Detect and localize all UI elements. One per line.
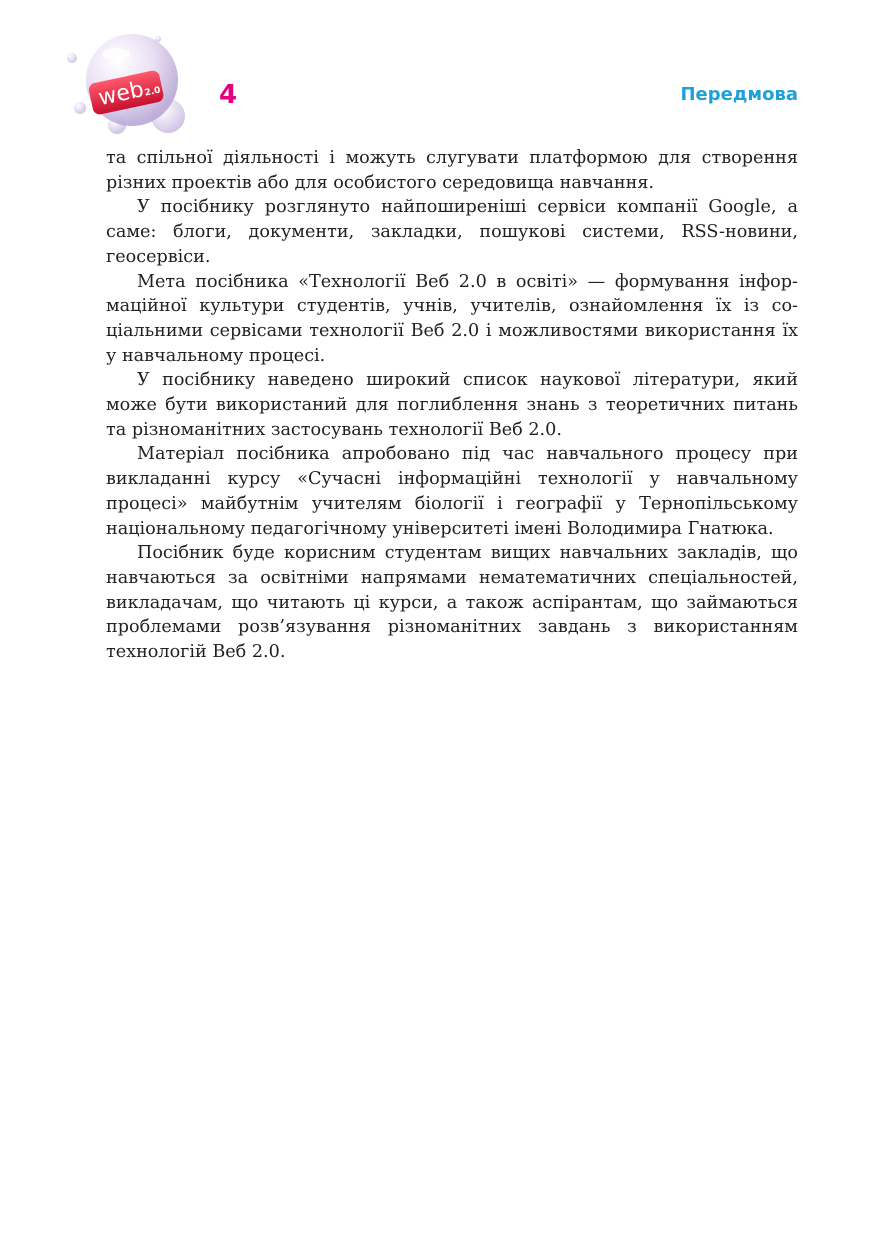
paragraph: Посібник буде корисним студентам вищих навчальних закладів, що навчаються за освітніми напрямами нематематичних спеціальностей, викладачам, що читають ці курси, а також аспірантам, що займаються проблемами розв’язування різноманітних завдань з використанням технологій Веб 2.0. <box>106 543 798 663</box>
body-text <box>106 146 798 665</box>
paragraph: та спільної діяльності і можуть слугувати платформою для створення різних проектів або для особистого середовища навчання. <box>106 148 798 193</box>
logo-version: 2.0 <box>143 85 162 99</box>
logo-text: web <box>96 77 146 112</box>
paragraph: Мета посібника «Технології Веб 2.0 в освіті» — формування інформаційної культури студентів, учнів, учителів, ознайомлення їх із соціальними сервісами технології Веб 2.0 і можливостями використання їх у навчальному процесі. <box>106 271 798 366</box>
paragraph: Матеріал посібника апробовано під час навчального процесу при викладанні курсу «Сучасні інформаційні технології у навчальному процесі» майбутнім учителям біології і географії у Тернопільському національному педагогічному університеті імені Володимира Гнатюка. <box>106 444 798 539</box>
paragraph: У посібнику розглянуто найпоширеніші сервіси компанії Google, а саме: блоги, документи, закладки, пошукові системи, RSS-новини, геосервіси. <box>106 197 798 267</box>
page-number: 4 <box>219 80 238 110</box>
paragraph: У посібнику наведено широкий список наукової літератури, який може бути використаний для поглиблення знань з теоретичних питань та різноманітних застосувань технології Веб 2.0. <box>106 370 798 440</box>
web20-bubble-logo <box>60 30 195 140</box>
section-title: Передмова <box>680 84 798 105</box>
